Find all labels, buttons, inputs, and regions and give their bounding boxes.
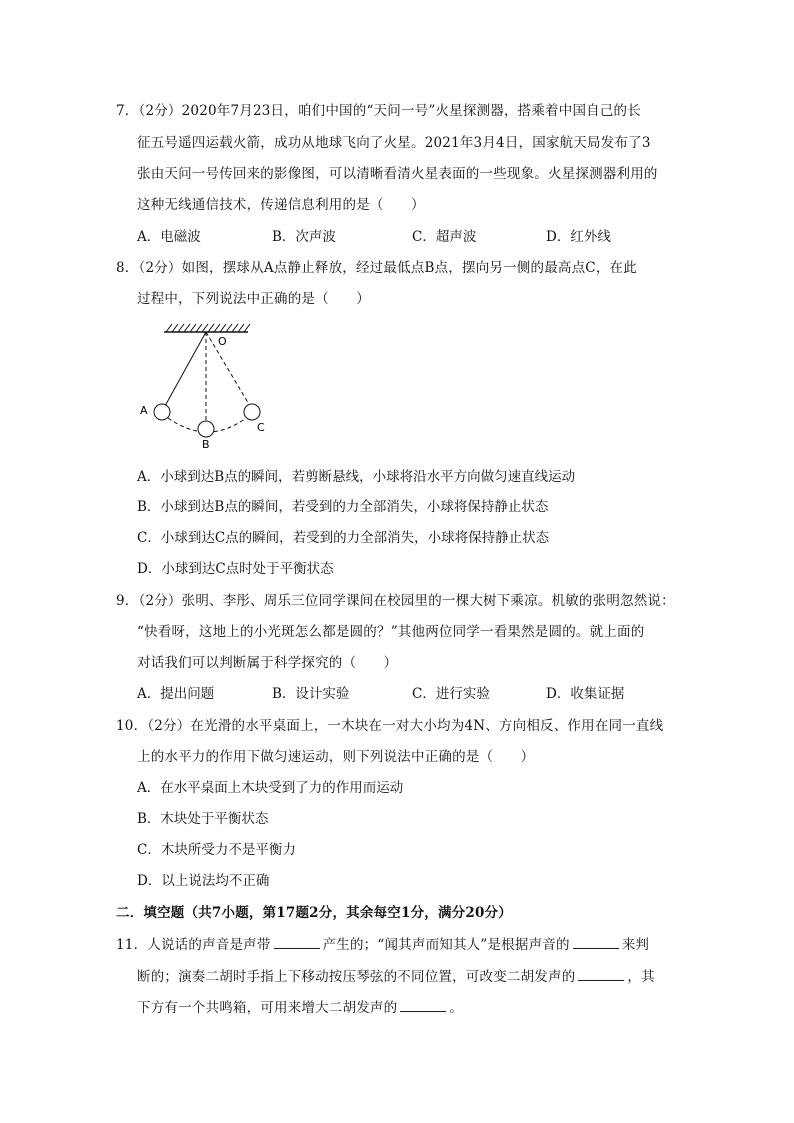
q7-line-1: 7．（2分）2020年7月23日，咱们中国的“天问一号”火星探测器，搭乘着中国自己的长 [116,103,641,119]
q10-option-c: C．木块所受力不是平衡力 [137,842,296,858]
q9-option-d: D．收集证据 [546,686,625,702]
q9-line-3: 对话我们可以判断属于科学探究的（ ） [137,655,398,671]
q11-text-3b: 。 [449,1000,464,1016]
q9-option-c: C．进行实验 [412,686,490,702]
q8-line-2: 过程中，下列说法中正确的是（ ） [137,291,370,307]
q11-text-2b: ，其 [627,969,655,985]
q10-option-a: A．在水平桌面上木块受到了力的作用而运动 [137,780,404,796]
ball-a [154,404,170,420]
q11-text-1a: 11．人说话的声音是声带 [116,937,271,953]
label-o: O [218,335,227,348]
q8-option-c: C．小球到达C点的瞬间，若受到的力全部消失，小球将保持静止状态 [137,530,550,546]
q11-text-3a: 下方有一个共鸣箱，可用来增大二胡发声的 [137,1000,398,1016]
q10-line-1: 10．（2分）在光滑的水平桌面上，一木块在一对大小均为4N、方向相反、作用在同一直线 [116,718,664,734]
q10-line-2: 上的水平力的作用下做匀速运动，则下列说法中正确的是（ ） [137,749,535,765]
q9-line-2: “快看呀，这地上的小光斑怎么都是圆的？”其他两位同学一看果然是圆的。就上面的 [137,624,645,640]
ball-b [198,421,214,437]
section-heading: 二．填空题（共7小题，第17题2分，其余每空1分，满分20分） [116,905,512,921]
q10-option-d: D．以上说法均不正确 [137,873,270,889]
q7-line-2: 征五号遥四运载火箭，成功从地球飞向了火星。2021年3月4日，国家航天局发布了3 [137,135,651,151]
q11-text-1c: 来判 [621,937,650,953]
q10-option-b: B．木块处于平衡状态 [137,811,269,827]
q11-text-1b: 产生的；“闻其声而知其人”是根据声音的 [322,937,570,953]
answer-blank-4[interactable] [400,997,446,1012]
q7-option-b: B．次声波 [272,229,336,245]
answer-blank-1[interactable] [274,934,320,949]
q7-option-a: A．电磁波 [137,229,201,245]
q8-option-d: D．小球到达C点时处于平衡状态 [137,561,334,577]
q7-option-c: C．超声波 [412,229,477,245]
ball-c [244,404,260,420]
q7-line-3: 张由天问一号传回来的影像图，可以清晰看清火星表面的一些现象。火星探测器利用的 [137,166,658,182]
label-a: A [140,404,148,417]
q8-line-1: 8．（2分）如图，摆球从A点静止释放，经过最低点B点，摆向另一侧的最高点C，在此 [116,260,637,276]
q7-line-4: 这种无线通信技术，传递信息利用的是（ ） [137,197,425,213]
q8-option-b: B．小球到达B点的瞬间，若受到的力全部消失，小球将保持静止状态 [137,499,549,515]
ceiling-hatch [164,324,250,332]
q11-text-2a: 断的；演奏二胡时手指上下移动按压琴弦的不同位置，可改变二胡发声的 [137,969,576,985]
q9-option-a: A．提出问题 [137,686,215,702]
q11-line-1 [116,934,676,955]
q9-line-1: 9．（2分）张明、李彤、周乐三位同学课间在校园里的一棵大树下乘凉。机敏的张明忽然说： [116,593,675,609]
q7-option-d: D．红外线 [546,229,611,245]
pendulum-figure [136,318,286,448]
label-b: B [202,438,210,448]
q8-option-a: A．小球到达B点的瞬间，若剪断悬线，小球将沿水平方向做匀速直线运动 [137,469,576,485]
q11-line-2 [137,966,697,987]
answer-blank-2[interactable] [573,934,619,949]
answer-blank-3[interactable] [578,966,624,981]
q9-option-b: B．设计实验 [272,686,350,702]
string-to-c [206,332,250,406]
label-c: C [257,421,265,434]
string-to-a [165,332,206,406]
q11-line-3 [137,997,697,1018]
